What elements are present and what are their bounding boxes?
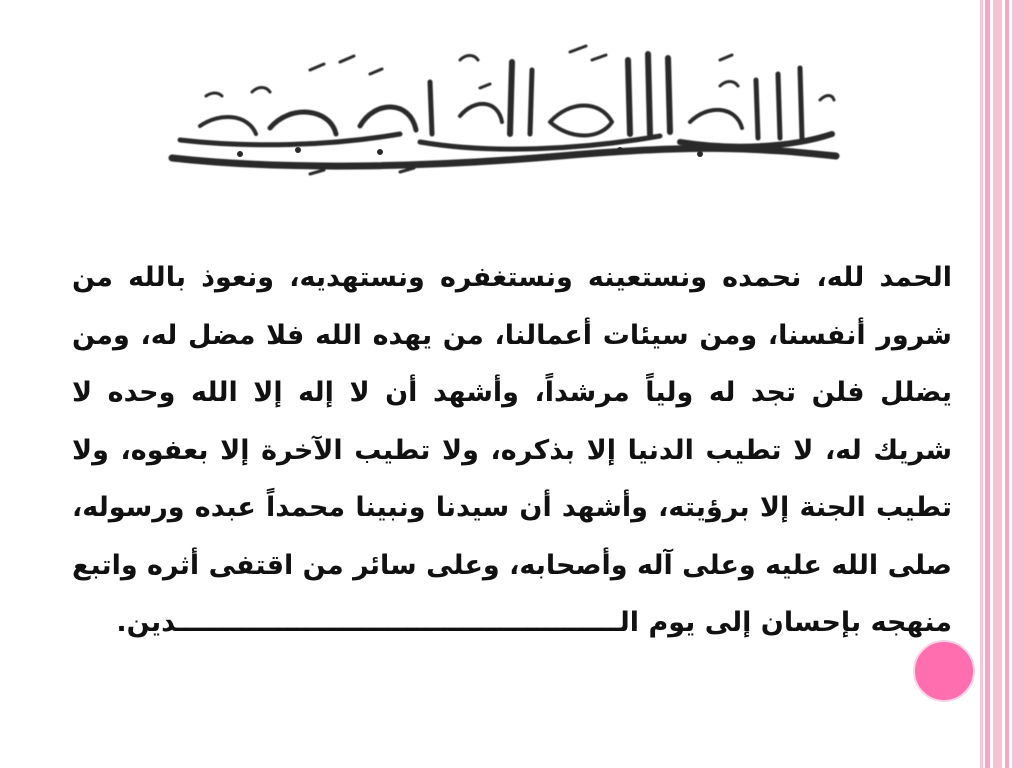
decorative-pink-dot [913, 640, 975, 702]
main-paragraph: الحمد لله، نحمده ونستعينه ونستغفره ونستهديه، ونعوذ بالله من شرور أنفسنا، ومن سيئات أعمالنا، من يهده الله فلا مضل له، ومن يضلل فلن تجد له ولياً مرشداً، وأشهد أن لا إله إلا الله وحده لا شريك له، لا تطيب الدنيا إلا بذكره، ولا تطيب الآخرة إلا بعفوه، ولا تطيب الجنة إلا برؤيته، وأشهد أن سيدنا ونبينا محمداً عبده ورسوله، صلى الله عليه وعلى آله وأصحابه، وعلى سائر من اقتفى أثره واتبع منهجه بإحسان إلى يوم الــــــــــــــــــــــــــــــــــــــــــــــــدين. [72, 262, 952, 638]
stripe [993, 0, 1002, 768]
basmala-calligraphy-image [160, 30, 844, 178]
stripe [1012, 0, 1024, 768]
right-edge-stripes [980, 0, 1024, 768]
